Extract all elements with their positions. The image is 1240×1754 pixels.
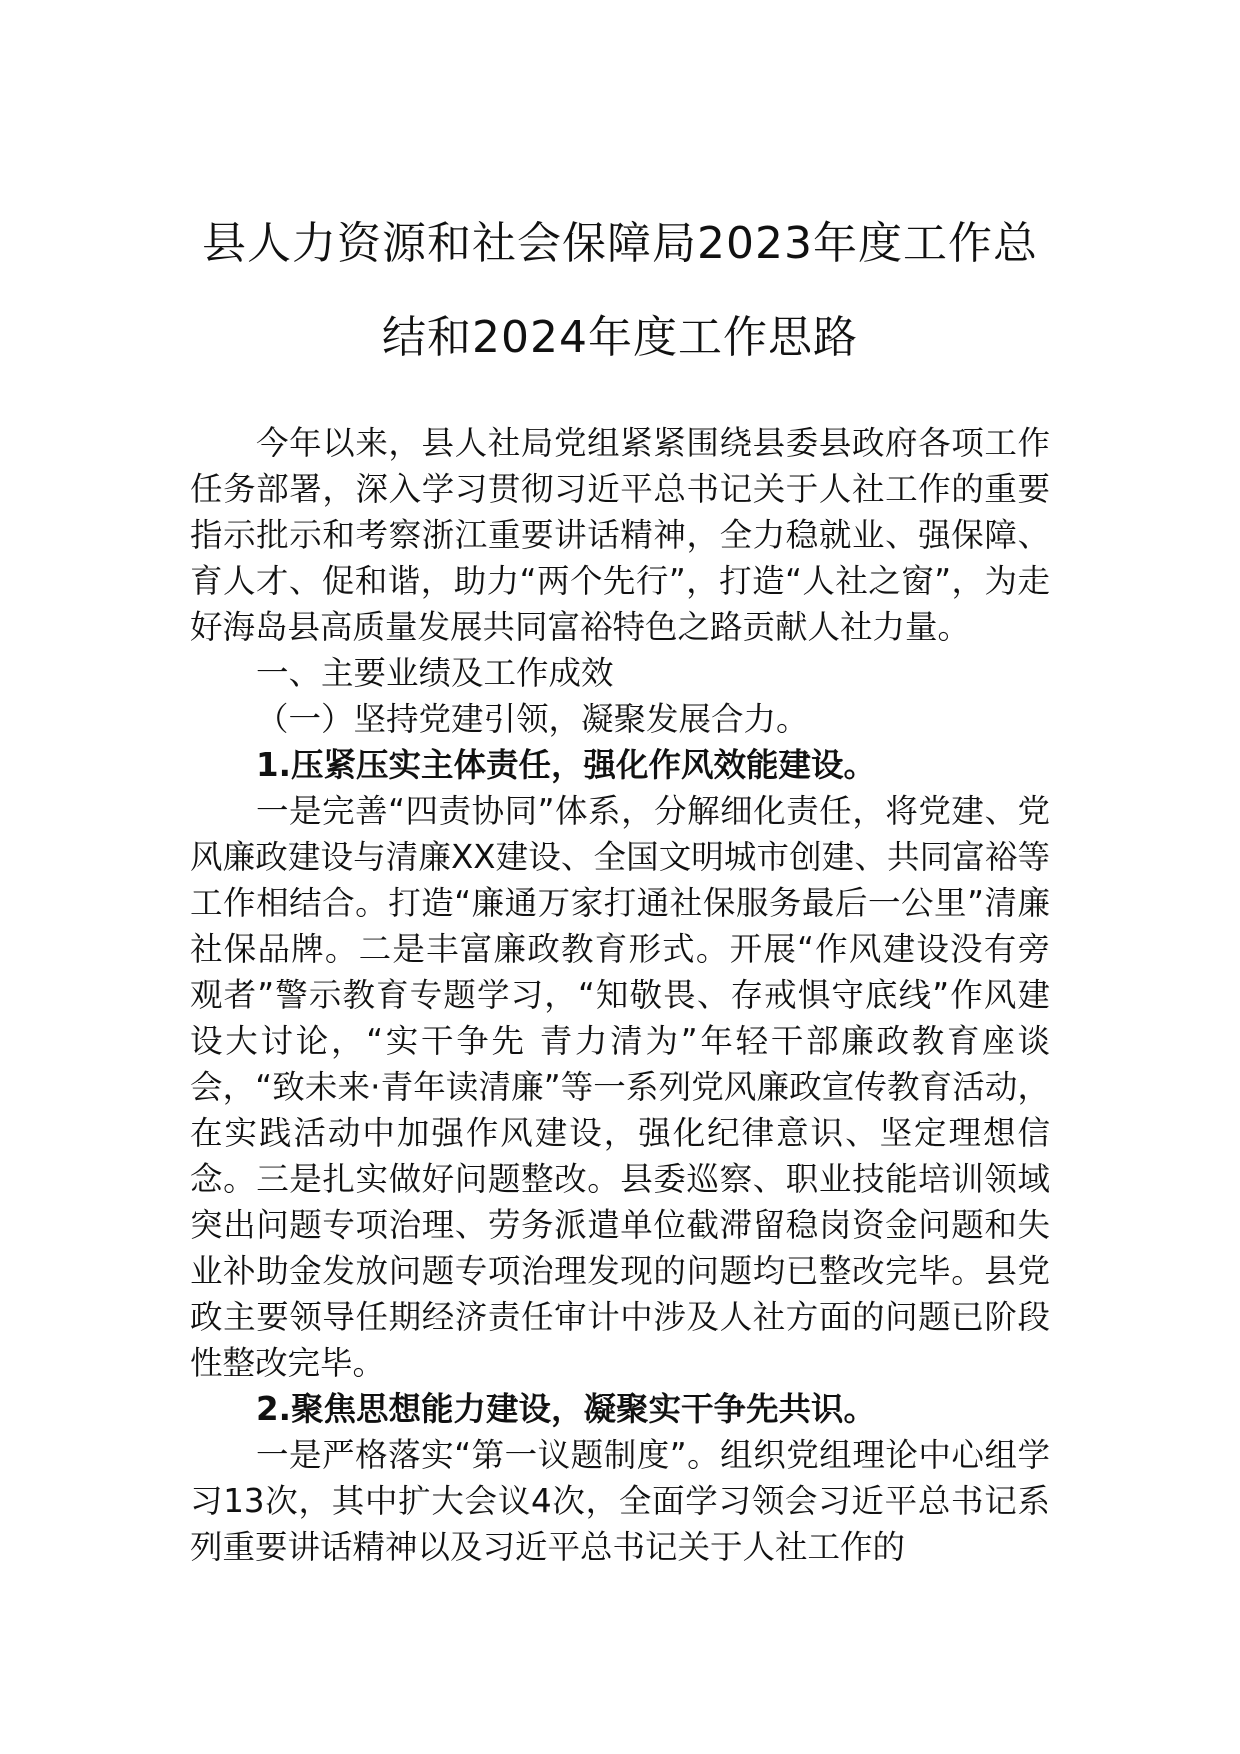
item-body-2: 一是严格落实“第一议题制度”。组织党组理论中心组学习13次，其中扩大会议4次，全面学习领会习近平总书记系列重要讲话精神以及习近平总书记关于人社工作的 [190,1436,1050,1566]
document-title-line-1: 县人力资源和社会保障局2023年度工作总 [202,218,1038,269]
item-heading-2: 2.聚焦思想能力建设，凝聚实干争先共识。 [256,1390,876,1428]
subsection-heading-1: （一）坚持党建引领，凝聚发展合力。 [256,700,809,738]
item-heading-1: 1.压紧压实主体责任，强化作风效能建设。 [256,746,876,784]
item-body-1: 一是完善“四责协同”体系，分解细化责任，将党建、党风廉政建设与清廉XX建设、全国文明城市创建、共同富裕等工作相结合。打造“廉通万家打通社保服务最后一公里”清廉社保品牌。二是丰富廉政教育形式。开展“作风建设没有旁观者”警示教育专题学习，“知敬畏、存戒惧守底线”作风建设大讨论，“实干争先 青力清为”年轻干部廉政教育座谈会，“致未来·青年读清廉”等一系列党风廉政宣传教育活动，在实践活动中加强作风建设，强化纪律意识、坚定理想信念。三是扎实做好问题整改。县委巡察、职业技能培训领域突出问题专项治理、劳务派遣单位截滞留稳岗资金问题和失业补助金发放问题专项治理发现的问题均已整改完毕。县党政主要领导任期经济责任审计中涉及人社方面的问题已阶段性整改完毕。 [190,792,1050,1382]
section-heading-1: 一、主要业绩及工作成效 [256,654,614,692]
intro-paragraph: 今年以来，县人社局党组紧紧围绕县委县政府各项工作任务部署，深入学习贯彻习近平总书记关于人社工作的重要指示批示和考察浙江重要讲话精神，全力稳就业、强保障、育人才、促和谐，助力“两个先行”，打造“人社之窗”，为走好海岛县高质量发展共同富裕特色之路贡献人社力量。 [190,424,1050,646]
document-title-line-2: 结和2024年度工作思路 [382,312,858,363]
document-body [190,420,1050,1570]
